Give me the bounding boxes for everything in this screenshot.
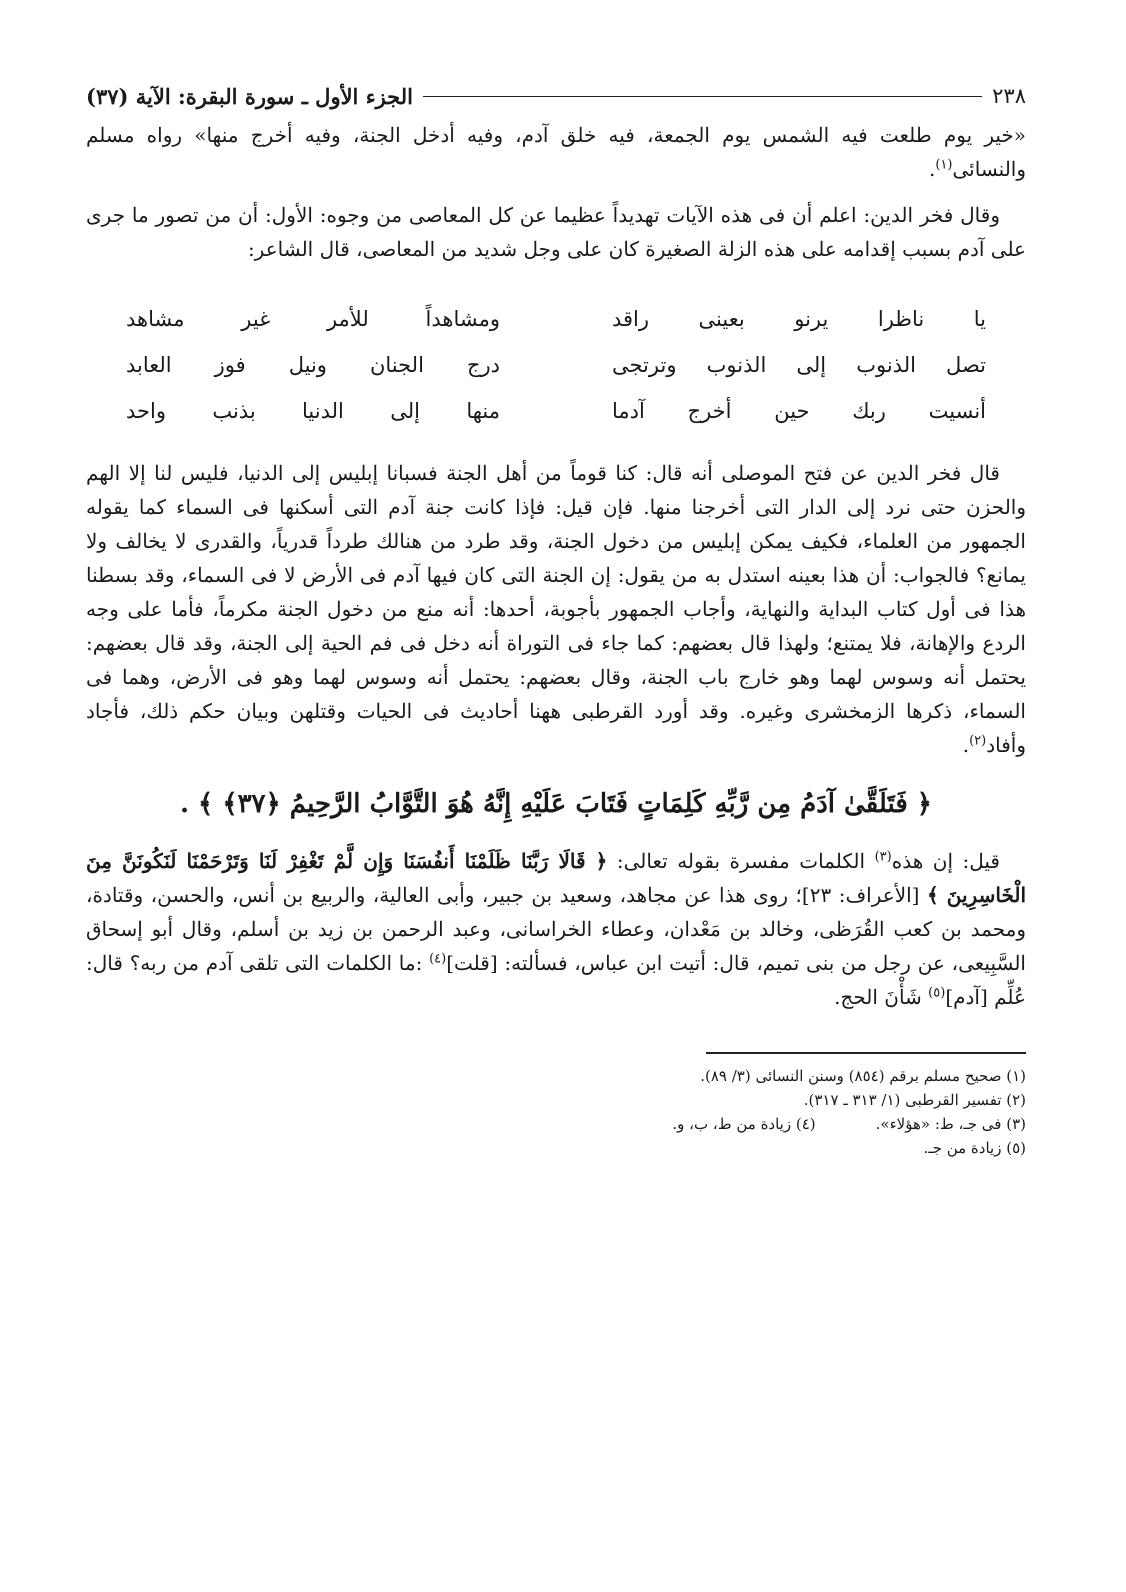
footnote-2: (٢) تفسير القرطبى (١/ ٣١٣ ـ ٣١٧). [803, 1091, 1026, 1109]
poem [106, 296, 1006, 434]
header-rule [423, 96, 982, 97]
paragraph-kalimat: قيل: إن هذه$^{(٣)}$ الكلمات مفسرة بقوله تعالى: ﴿ قَالَا رَبَّنَا ظَلَمْنَا أَنفُسَنَا وَإِن لَّمْ تَغْفِرْ لَنَا وَتَرْحَمْنَا لَنَكُونَنَّ مِنَ الْخَاسِرِينَ ﴾ [الأعراف: ٢٣]؛ روى هذا عن مجاهد، وسعيد بن جبير، وأبى العالية، والربيع بن أنس، والحسن، وقتادة، ومحمد بن كعب القُرَظى، وخالد بن مَعْدان، وعطاء الخراسانى، وعبد الرحمن بن زيد بن أسلم، وقال أبو إسحاق السَّبِيعى، عن رجل من بنى تميم، قال: أتيت ابن عباس، فسألته: [قلت]$^{(٤)}$ :ما الكلمات التى تلقى آدم من ربه؟ قال: عُلِّم [آدم]$^{(٥)}$ شَأْنَ الحج. [86, 849, 1026, 1009]
footnote-ref-2: (٢) [969, 733, 987, 749]
footnote-1: (١) صحيح مسلم برقم (٨٥٤) وسنن النسائى (٣/ ٨٩). [700, 1067, 1026, 1085]
footnote-5: (٥) زيادة من جـ. [923, 1139, 1026, 1157]
book-page [86, 78, 1026, 1160]
paragraph-hadith: «خير يوم طلعت فيه الشمس يوم الجمعة، فيه خلق آدم، وفيه أدخل الجنة، وفيه أخرج منها» رواه مسلم والنسائى$^{(١)}$. [86, 123, 1027, 181]
footnote-ref-4: (٤) [429, 951, 447, 967]
footnote-3-4: (٣) فى جـ، ط: «هؤلاء». (٤) زيادة من ط، ب، و. [672, 1115, 1026, 1133]
paragraph-fakhr-aldin: وقال فخر الدين: اعلم أن فى هذه الآيات تهديداً عظيما عن كل المعاصى من وجوه: الأول: أن من تصور ما جرى على آدم بسبب إقدامه على هذه الزلة الصغيرة كان على وجل شديد من المعاصى، قال الشاعر: [86, 203, 1026, 261]
poem-hemistich: أنسيت ربك حين أخرج آدما [612, 399, 986, 423]
poem-hemistich: يا ناظرا يرنو بعينى راقد [612, 307, 986, 331]
footnote-rule [706, 1052, 1026, 1054]
poem-verse-2 [106, 342, 1006, 388]
quran-quote: ﴿ قَالَا رَبَّنَا ظَلَمْنَا أَنفُسَنَا وَإِن لَّمْ تَغْفِرْ لَنَا وَتَرْحَمْنَا لَنَكُونَنَّ مِنَ الْخَاسِرِينَ ﴾ [86, 849, 1026, 907]
poem-hemistich: درج الجنان ونيل فوز العابد [126, 353, 500, 377]
page-header [86, 78, 1026, 114]
poem-hemistich: منها إلى الدنيا بذنب واحد [126, 399, 500, 423]
paragraph-fath-almawsili: قال فخر الدين عن فتح الموصلى أنه قال: كنا قوماً من أهل الجنة فسبانا إبليس إلى الدنيا، فليس لنا إلا الهم والحزن حتى نرد إلى الدار التى أخرجنا منها. فإن قيل: فإذا كانت جنة آدم التى أسكنها فى السماء كما يقوله الجمهور من العلماء، فكيف يمكن إبليس من دخول الجنة، وقد طرد من هنالك طرداً قدرياً، والقدرى لا يخالف ولا يمانع؟ فالجواب: أن هذا بعينه استدل به من يقول: إن الجنة التى كان فيها آدم فى الأرض لا فى السماء، وقد بسطنا هذا فى أول كتاب البداية والنهاية، وأجاب الجمهور بأجوبة، أحدها: أنه منع من دخول الجنة مكرماً، فأما على وجه الردع والإهانة، فلا يمتنع؛ ولهذا قال بعضهم: كما جاء فى التوراة أنه دخل فى فم الحية إلى الجنة، وقد قال بعضهم: يحتمل أنه وسوس لهما وهو خارج باب الجنة، وقال بعضهم: يحتمل أنه وسوس لهما وهو فى الأرض، وهما فى السماء، ذكرها الزمخشرى وغيره. وقد أورد القرطبى ههنا أحاديث فى الحيات وقتلهن وبيان حكم ذلك، فأجاد وأفاد$^{(٢)}$. [86, 461, 1027, 757]
footnote-ref-1: (١) [935, 157, 953, 173]
poem-hemistich: تصل الذنوب إلى الذنوب وترتجى [612, 353, 986, 377]
quran-verse: ﴿ فَتَلَقَّىٰ آدَمُ مِن رَّبِّهِ كَلِمَاتٍ فَتَابَ عَلَيْهِ إِنَّهُ هُوَ التَّوَّابُ الرَّحِيمُ ﴿٣٧﴾ ﴾ . [179, 789, 933, 819]
footnote-ref-3: (٣) [874, 849, 892, 865]
poem-verse-1 [106, 296, 1006, 342]
footnotes [86, 1064, 1026, 1160]
running-title: الجزء الأول ـ سورة البقرة: الآية (٣٧) [86, 83, 413, 109]
poem-hemistich: ومشاهداً للأمر غير مشاهد [126, 307, 500, 331]
page-number: ٢٣٨ [992, 84, 1026, 108]
poem-verse-3 [106, 388, 1006, 434]
footnote-ref-5: (٥) [928, 985, 946, 1001]
